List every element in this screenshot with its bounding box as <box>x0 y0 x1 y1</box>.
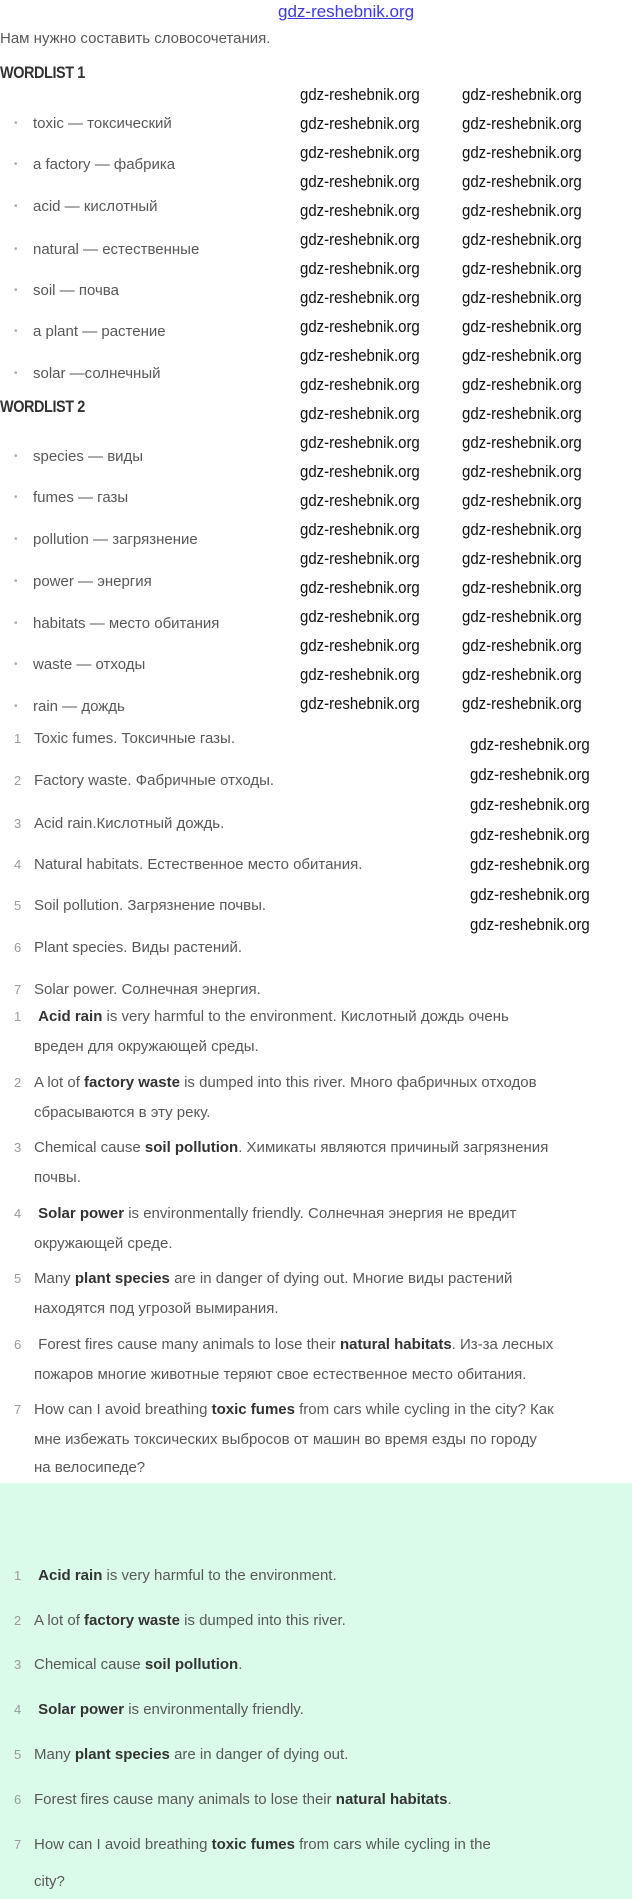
phrase-text: Plant species. Виды растений. <box>34 939 243 956</box>
item-number: 4 <box>14 1702 22 1717</box>
sentence-line <box>34 1270 512 1288</box>
watermark: gdz-reshebnik.org <box>300 491 420 510</box>
watermark: gdz-reshebnik.org <box>462 317 582 336</box>
wordlist-item: acid — кислотный <box>33 198 158 215</box>
bullet-icon: • <box>14 534 18 545</box>
watermark: gdz-reshebnik.org <box>462 694 582 713</box>
phrase-text: Factory waste. Фабричные отходы. <box>34 772 275 789</box>
key-phrase: soil pollution <box>144 1139 239 1156</box>
sentence-line <box>34 1567 337 1585</box>
watermark: gdz-reshebnik.org <box>470 795 590 814</box>
key-phrase: soil pollution <box>144 1656 239 1673</box>
sentence-text: . <box>447 1791 452 1808</box>
sentence-line <box>34 1701 304 1719</box>
sentence-line: почвы. <box>34 1169 81 1186</box>
wordlist-item: species — виды <box>33 448 144 465</box>
key-phrase: factory waste <box>84 1612 180 1629</box>
item-number: 4 <box>14 857 22 872</box>
watermark: gdz-reshebnik.org <box>300 259 420 278</box>
sentence-text: A lot of <box>34 1074 85 1091</box>
bullet-icon: • <box>14 659 18 670</box>
watermark: gdz-reshebnik.org <box>462 607 582 626</box>
item-number: 2 <box>14 1075 22 1090</box>
sentence-text: are in danger of dying out. Многие виды растений <box>169 1270 513 1287</box>
watermark: gdz-reshebnik.org <box>300 85 420 104</box>
watermark: gdz-reshebnik.org <box>462 288 582 307</box>
watermark: gdz-reshebnik.org <box>300 636 420 655</box>
watermark: gdz-reshebnik.org <box>470 735 590 754</box>
watermark: gdz-reshebnik.org <box>462 346 582 365</box>
sentence-line: сбрасываются в эту реку. <box>34 1104 211 1121</box>
watermark: gdz-reshebnik.org <box>300 665 420 684</box>
watermark: gdz-reshebnik.org <box>300 143 420 162</box>
key-phrase: factory waste <box>84 1074 180 1091</box>
wordlist-item: fumes — газы <box>33 489 129 506</box>
sentence-line <box>34 1836 491 1854</box>
wordlist2-title: WORDLIST 2 <box>0 397 85 416</box>
watermark: gdz-reshebnik.org <box>300 317 420 336</box>
phrase-text: Toxic fumes. Токсичные газы. <box>34 730 235 747</box>
wordlist-item: a factory — фабрика <box>33 156 176 173</box>
phrase-text: Solar power. Солнечная энергия. <box>34 981 261 998</box>
watermark: gdz-reshebnik.org <box>300 230 420 249</box>
key-phrase: Acid rain <box>38 1008 103 1025</box>
watermark: gdz-reshebnik.org <box>462 143 582 162</box>
watermark: gdz-reshebnik.org <box>470 855 590 874</box>
watermark: gdz-reshebnik.org <box>300 578 420 597</box>
sentence-text: is very harmful to the environment. <box>102 1567 337 1584</box>
sentence-line <box>34 1401 554 1419</box>
item-number: 7 <box>14 1837 22 1852</box>
sentence-line <box>34 1336 553 1354</box>
watermark: gdz-reshebnik.org <box>470 885 590 904</box>
bullet-icon: • <box>14 576 18 587</box>
watermark: gdz-reshebnik.org <box>462 201 582 220</box>
watermark: gdz-reshebnik.org <box>462 114 582 133</box>
item-number: 1 <box>14 1568 22 1583</box>
key-phrase: natural habitats <box>339 1336 452 1353</box>
item-number: 2 <box>14 1613 22 1628</box>
sentence-text: is environmentally friendly. <box>124 1701 304 1718</box>
sentence-line: окружающей среде. <box>34 1235 173 1252</box>
watermark: gdz-reshebnik.org <box>300 114 420 133</box>
item-number: 2 <box>14 773 22 788</box>
sentence-text: How can I avoid breathing <box>34 1401 212 1418</box>
sentence-line <box>34 1205 516 1223</box>
item-number: 5 <box>14 1271 22 1286</box>
watermark: gdz-reshebnik.org <box>300 172 420 191</box>
wordlist-item: habitats — место обитания <box>33 615 220 632</box>
watermark: gdz-reshebnik.org <box>300 549 420 568</box>
bullet-icon: • <box>14 285 18 296</box>
bullet-icon: • <box>14 118 18 129</box>
sentence-text: Many <box>34 1270 75 1287</box>
watermark: gdz-reshebnik.org <box>462 259 582 278</box>
bullet-icon: • <box>14 492 18 503</box>
sentence-text: Chemical cause <box>34 1656 145 1673</box>
sentence-text: is dumped into this river. <box>179 1612 346 1629</box>
watermark: gdz-reshebnik.org <box>462 230 582 249</box>
sentence-text: . Химикаты являются причиный загрязнения <box>238 1139 549 1156</box>
watermark: gdz-reshebnik.org <box>462 578 582 597</box>
item-number: 5 <box>14 1747 22 1762</box>
sentence-text: Many <box>34 1746 75 1763</box>
sentence-text: . <box>238 1656 243 1673</box>
item-number: 4 <box>14 1206 22 1221</box>
bullet-icon: • <box>14 451 18 462</box>
key-phrase: Solar power <box>38 1205 125 1222</box>
watermark: gdz-reshebnik.org <box>462 85 582 104</box>
key-phrase: natural habitats <box>335 1791 448 1808</box>
watermark: gdz-reshebnik.org <box>300 288 420 307</box>
intro-text: Нам нужно составить словосочетания. <box>0 30 271 47</box>
sentence-text: is dumped into this river. Много фабричных отходов <box>179 1074 537 1091</box>
sentence-line: пожаров многие животные теряют свое естественное место обитания. <box>34 1366 527 1383</box>
bullet-icon: • <box>14 159 18 170</box>
sentence-text: are in danger of dying out. <box>169 1746 349 1763</box>
key-phrase: plant species <box>74 1270 170 1287</box>
wordlist-item: toxic — токсический <box>33 115 172 132</box>
watermark: gdz-reshebnik.org <box>462 665 582 684</box>
sentence-line <box>34 1074 537 1092</box>
sentence-text: . Из-за лесных <box>451 1336 554 1353</box>
watermark: gdz-reshebnik.org <box>470 825 590 844</box>
key-phrase: Acid rain <box>38 1567 103 1584</box>
watermark: gdz-reshebnik.org <box>462 636 582 655</box>
wordlist-item: solar —солнечный <box>33 365 161 382</box>
item-number: 5 <box>14 898 22 913</box>
phrase-text: Natural habitats. Естественное место обитания. <box>34 856 363 873</box>
watermark: gdz-reshebnik.org <box>300 346 420 365</box>
sentence-line: city? <box>34 1873 65 1890</box>
watermark: gdz-reshebnik.org <box>300 607 420 626</box>
watermark: gdz-reshebnik.org <box>462 433 582 452</box>
sentence-text: How can I avoid breathing <box>34 1836 212 1853</box>
bullet-icon: • <box>14 201 18 212</box>
wordlist-item: power — энергия <box>33 573 152 590</box>
item-number: 6 <box>14 1792 22 1807</box>
bullet-icon: • <box>14 368 18 379</box>
key-phrase: plant species <box>74 1746 170 1763</box>
sentence-line: на велосипеде? <box>34 1459 146 1476</box>
key-phrase: toxic fumes <box>211 1836 295 1853</box>
key-phrase: Solar power <box>38 1701 125 1718</box>
wordlist-item: pollution — загрязнение <box>33 531 198 548</box>
item-number: 3 <box>14 1657 22 1672</box>
watermark: gdz-reshebnik.org <box>300 375 420 394</box>
watermark: gdz-reshebnik.org <box>462 462 582 481</box>
bullet-icon: • <box>14 701 18 712</box>
watermark: gdz-reshebnik.org <box>462 375 582 394</box>
watermark: gdz-reshebnik.org <box>462 520 582 539</box>
sentence-text: from cars while cycling in the city? Как <box>294 1401 554 1418</box>
key-phrase: toxic fumes <box>211 1401 295 1418</box>
watermark: gdz-reshebnik.org <box>462 172 582 191</box>
watermark: gdz-reshebnik.org <box>300 694 420 713</box>
sentence-text: A lot of <box>34 1612 85 1629</box>
sentence-line <box>34 1612 346 1630</box>
sentence-text: from cars while cycling in the <box>294 1836 491 1853</box>
sentence-line <box>34 1746 348 1764</box>
watermark: gdz-reshebnik.org <box>300 462 420 481</box>
watermark: gdz-reshebnik.org <box>300 520 420 539</box>
bullet-icon: • <box>14 618 18 629</box>
sentence-text: Chemical cause <box>34 1139 145 1156</box>
wordlist-item: soil — почва <box>33 282 119 299</box>
site-link[interactable]: gdz-reshebnik.org <box>278 2 415 21</box>
item-number: 7 <box>14 982 22 997</box>
item-number: 6 <box>14 940 22 955</box>
bullet-icon: • <box>14 326 18 337</box>
wordlist-item: natural — естественные <box>33 241 200 258</box>
item-number: 3 <box>14 816 22 831</box>
watermark: gdz-reshebnik.org <box>462 404 582 423</box>
watermark: gdz-reshebnik.org <box>300 404 420 423</box>
wordlist-item: rain — дождь <box>33 698 125 715</box>
watermark: gdz-reshebnik.org <box>300 433 420 452</box>
phrase-text: Acid rain.Кислотный дождь. <box>34 815 225 832</box>
sentence-line <box>34 1008 509 1026</box>
item-number: 6 <box>14 1337 22 1352</box>
watermark: gdz-reshebnik.org <box>300 201 420 220</box>
watermark: gdz-reshebnik.org <box>462 549 582 568</box>
watermark: gdz-reshebnik.org <box>470 915 590 934</box>
sentence-line: находятся под угрозой вымирания. <box>34 1300 279 1317</box>
phrase-text: Soil pollution. Загрязнение почвы. <box>34 897 267 914</box>
wordlist-item: waste — отходы <box>33 656 146 673</box>
sentence-text: Forest fires cause many animals to lose their <box>34 1791 336 1808</box>
sentence-line <box>34 1139 548 1157</box>
sentence-line <box>34 1791 452 1809</box>
item-number: 3 <box>14 1140 22 1155</box>
wordlist1-title: WORDLIST 1 <box>0 63 85 82</box>
item-number: 7 <box>14 1402 22 1417</box>
watermark: gdz-reshebnik.org <box>470 765 590 784</box>
bullet-icon: • <box>14 244 18 255</box>
wordlist-item: a plant — растение <box>33 323 166 340</box>
sentence-text: is environmentally friendly. Солнечная энергия не вредит <box>124 1205 517 1222</box>
item-number: 1 <box>14 1009 22 1024</box>
sentence-text: is very harmful to the environment. Кислотный дождь очень <box>102 1008 509 1025</box>
sentence-line: вреден для окружающей среды. <box>34 1038 259 1055</box>
sentence-text: Forest fires cause many animals to lose their <box>34 1336 340 1353</box>
item-number: 1 <box>14 731 22 746</box>
sentence-line <box>34 1656 242 1674</box>
sentence-line: мне избежать токсических выбросов от машин во время езды по городу <box>34 1431 537 1448</box>
watermark: gdz-reshebnik.org <box>462 491 582 510</box>
